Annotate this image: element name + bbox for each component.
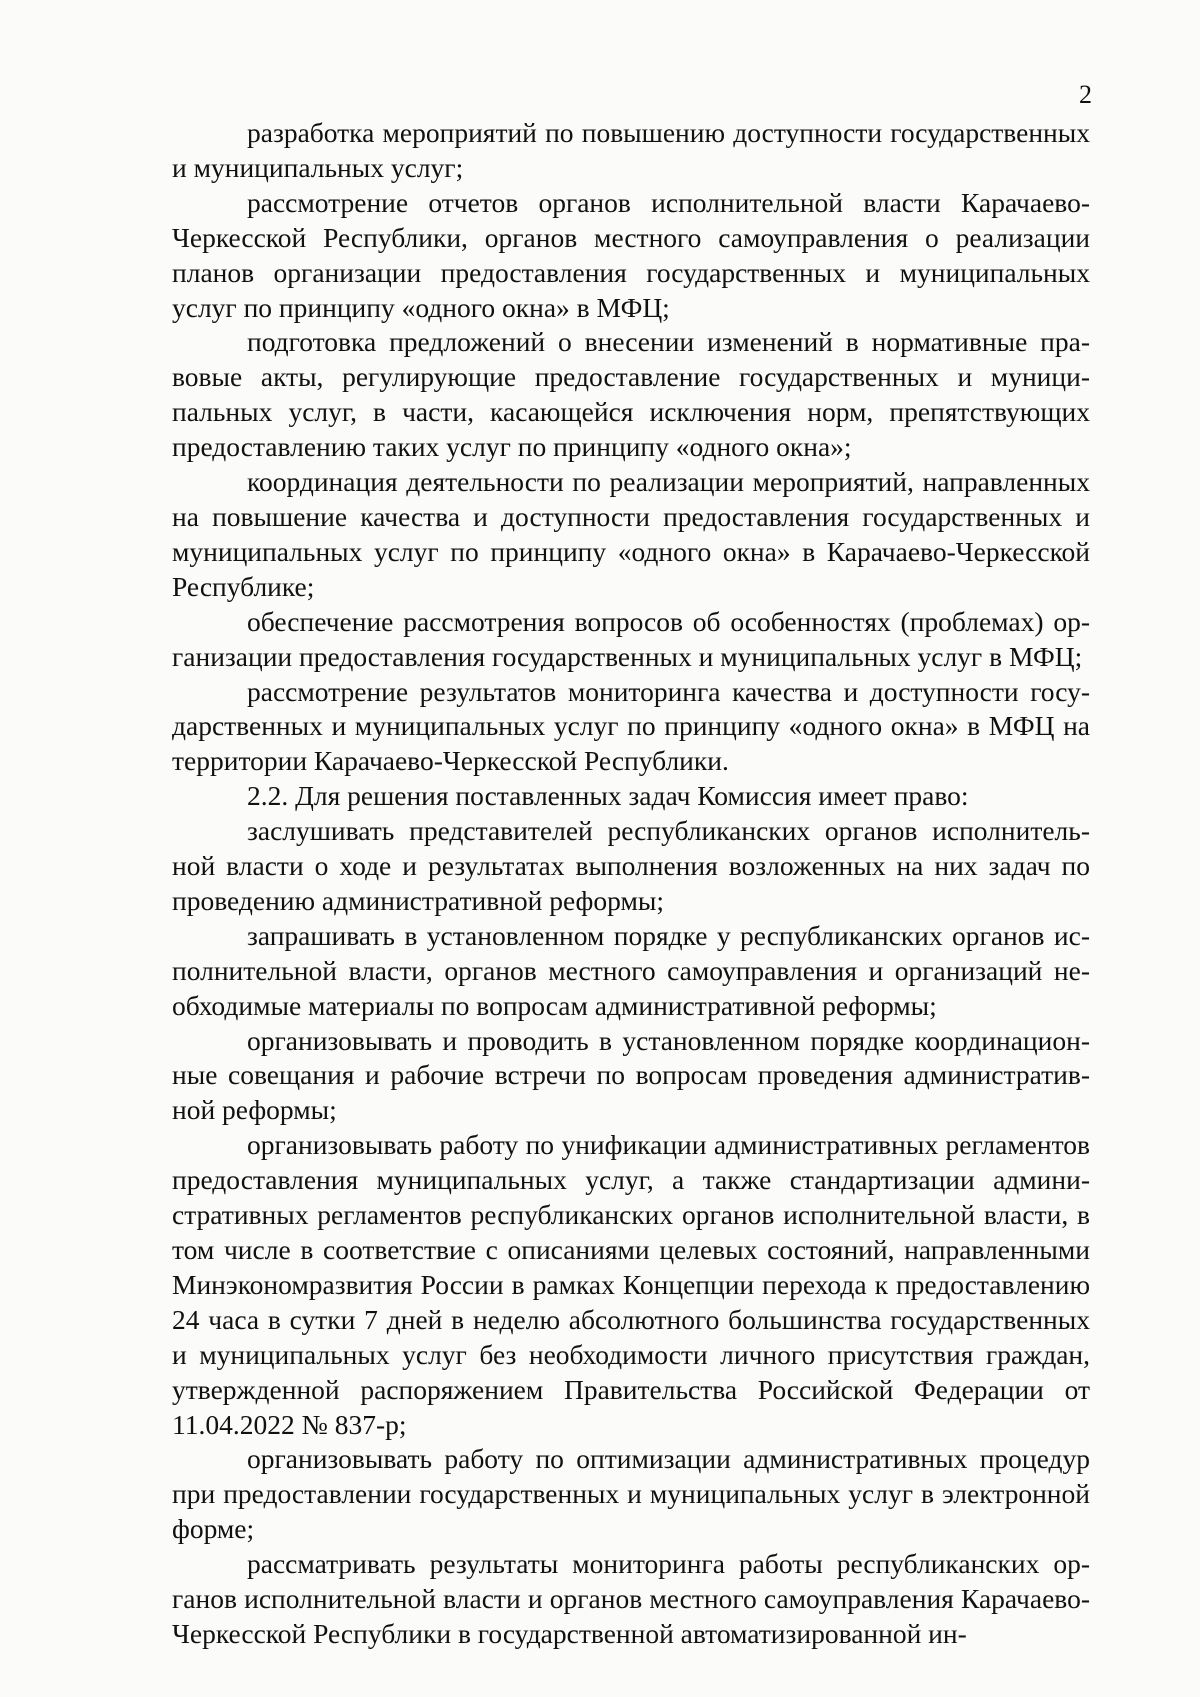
document-body xyxy=(172,116,1090,1652)
paragraph: рассмотрение результатов мониторинга качества и доступности государственных и муниципальных услуг по принципу «одного окна» в МФЦ на территории Карачаево-Черкесской Республики. xyxy=(172,675,1090,777)
paragraph: организовывать работу по оптимизации административных процедур при предоставлении государственных и муниципальных услуг в электронной форме; xyxy=(172,1443,1090,1545)
paragraph: разработка мероприятий по повышению доступности государственных и муниципальных услуг; xyxy=(172,117,1090,183)
paragraph: организовывать и проводить в установленном порядке координационные совещания и рабочие встречи по вопросам проведения административной реформы; xyxy=(172,1024,1090,1126)
paragraph: рассмотрение отчетов органов исполнительной власти Карачаево-Черкесской Республики, органов местного самоуправления о реализации планов организации предоставления государственных и муниципальных услуг по принципу «одного окна» в МФЦ; xyxy=(172,186,1090,323)
paragraph: подготовка предложений о внесении изменений в нормативные правовые акты, регулирующие предоставление государственных и муниципальных услуг, в части, касающейся исключения норм, препятствующих предоставлению таких услуг по принципу «одного окна»; xyxy=(172,326,1090,463)
paragraph: 2.2. Для решения поставленных задач Комиссия имеет право: xyxy=(247,780,969,812)
paragraph: рассматривать результаты мониторинга работы республиканских органов исполнительной власти и органов местного самоуправления Карачаево-Черкесской Республики в государственной автоматизированной ин- xyxy=(172,1548,1090,1649)
paragraph: организовывать работу по унификации административных регламентов предоставления муниципальных услуг, а также стандартизации административных регламентов республиканских органов исполнительной власти, в том числе в соответствие с описаниями целевых состояний, направленными Минэкономразвития России в рамках Концепции перехода к предоставлению 24 часа в сутки 7 дней в неделю абсолютного большинства государственных и муниципальных услуг без необходимости личного присутствия граждан, утвержденной распоряжением Правительства Российской Федерации от 11.04.2022 № 837-р; xyxy=(172,1129,1090,1440)
paragraph: запрашивать в установленном порядке у республиканских органов исполнительной власти, органов местного самоуправления и организаций необходимые материалы по вопросам административной реформы; xyxy=(172,919,1090,1021)
paragraph: обеспечение рассмотрения вопросов об особенностях (проблемах) организации предоставления государственных и муниципальных услуг в МФЦ; xyxy=(172,605,1090,672)
paragraph: координация деятельности по реализации мероприятий, направленных на повышение качества и доступности предоставления государственных и муниципальных услуг по принципу «одного окна» в Карачаево-Черкесской Республике; xyxy=(172,466,1090,602)
page-number: 2 xyxy=(1079,80,1092,109)
paragraph: заслушивать представителей республиканских органов исполнительной власти о ходе и результатах выполнения возложенных на них задач по проведению административной реформы; xyxy=(172,815,1090,916)
